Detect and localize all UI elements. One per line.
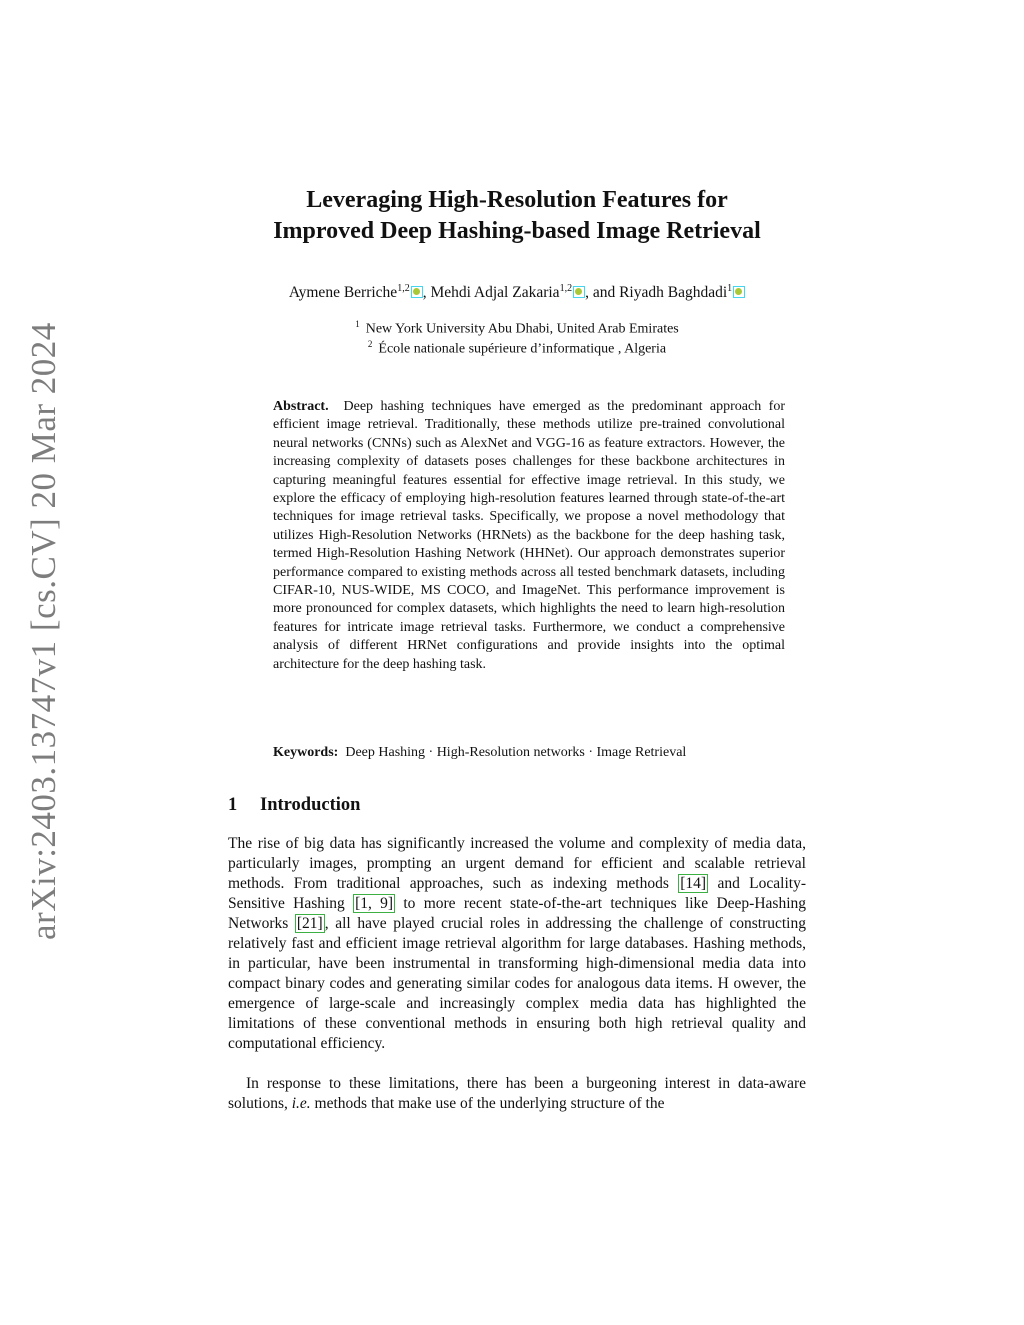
emphasis-text: i.e.: [291, 1095, 311, 1112]
section-heading: [228, 795, 360, 816]
keywords-text: Deep Hashing · High-Resolution networks · Image Retrieval: [345, 745, 687, 760]
affiliation-sup: 2: [367, 339, 373, 349]
paper-title: [228, 185, 806, 247]
affiliation-sup: 1: [355, 319, 360, 329]
affiliation-text: École nationale supérieure d’informatique , Algeria: [378, 341, 667, 357]
citation-link[interactable]: [21]: [296, 915, 323, 932]
paragraph-text: In response to these limitations, there has been a burgeoning interest in data-aware solutions,: [228, 1075, 806, 1112]
intro-paragraph-1: [228, 834, 806, 1054]
keywords-label: Keywords:: [273, 745, 339, 760]
author-name: Aymene Berriche: [288, 284, 398, 302]
abstract-label: Abstract.: [273, 399, 329, 414]
keywords: [273, 745, 785, 761]
paragraph-text: and Locality-Sensitive Hashing: [228, 875, 806, 912]
title-line-1: Leveraging High-Resolution Features for: [306, 187, 728, 213]
section-number: 1: [228, 795, 238, 815]
abstract-text: Deep hashing techniques have emerged as the predominant approach for efficient image retrieval. Traditionally, these methods utilize pre-trained convolutional neural networks (CNNs) such as AlexNet and VGG-16 as feature extractors. However, the increasing complexity of datasets poses challenges for these backbone architectures in capturing meaningful features essential for effective image retrieval. In this study, we explore the efficacy of employing high-resolution features learned through state-of-the-art techniques for image retrieval tasks. Specifically, we propose a novel methodology that utilizes High-Resolution Networks (HRNets) as the backbone for the deep hashing task, termed High-Resolution Hashing Network (HHNet). Our approach demonstrates superior performance compared to existing methods across all tested benchmark datasets, including CIFAR-10, NUS-WIDE, MS COCO, and ImageNet. This performance improvement is more pronounced for complex datasets, which highlights the need to learn high-resolution features for intricate image retrieval tasks. Furthermore, we conduct a comprehensive analysis of different HRNet configurations and provide insights into the optimal architecture for the deep hashing task.: [273, 399, 786, 672]
author-sup: 1,2: [559, 283, 573, 294]
author-name: Mehdi Adjal Zakaria: [430, 284, 560, 302]
author-sup: 1,2: [397, 283, 410, 294]
paragraph-text: , all have played crucial roles in addressing the challenge of constructing relatively fast and efficient image retrieval algorithm for large databases. Hashing methods, in particular, have been instrumental in transforming high-dimensional media data into compact binary codes and generating similar codes for analogous data items. H owever, the emergence of large-scale and increasingly complex media data has highlighted the limitations of these conventional methods in ensuring both high retrieval quality and computational efficiency.: [228, 915, 806, 1052]
author-list: [228, 283, 806, 302]
intro-paragraph-2: [228, 1074, 806, 1114]
orcid-icon[interactable]: [411, 286, 423, 298]
abstract: [273, 398, 785, 674]
title-line-2: Improved Deep Hashing-based Image Retrieval: [273, 218, 761, 244]
orcid-icon[interactable]: [573, 286, 585, 298]
arxiv-side-stamp: arXiv:2403.13747v1 [cs.CV] 20 Mar 2024: [24, 322, 63, 940]
author-separator: ,: [422, 284, 431, 302]
citation-link[interactable]: [14]: [680, 875, 707, 892]
paragraph-text: methods that make use of the underlying structure of the: [310, 1095, 665, 1112]
author-name: Riyadh Baghdadi: [619, 284, 728, 302]
affiliation-text: New York University Abu Dhabi, United Arab Emirates: [365, 321, 679, 337]
section-title: Introduction: [260, 795, 361, 815]
citation-link[interactable]: [1, 9]: [355, 895, 394, 912]
author-sup: 1: [727, 283, 733, 294]
paragraph-text: to more recent state-of-the-art techniques like Deep-Hashing Networks: [228, 895, 806, 932]
affiliation-2: [228, 339, 806, 358]
paragraph-text: The rise of big data has significantly increased the volume and complexity of media data, particularly images, prompting an urgent demand for efficient and scalable retrieval methods. From traditional approaches, such as indexing methods: [228, 835, 806, 892]
author-separator: , and: [585, 284, 620, 302]
affiliation-1: [228, 319, 806, 338]
orcid-icon[interactable]: [733, 286, 745, 298]
